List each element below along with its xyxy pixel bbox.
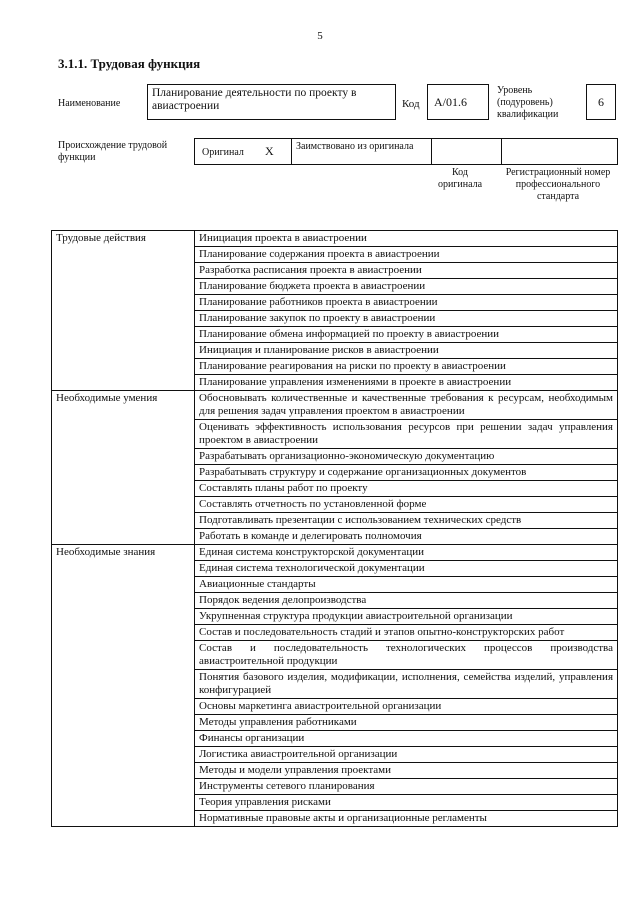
skills-item: Обосновывать количественные и качественные требования к ресурсам, необходимым для решения задач управления проектом в авиастроении [195, 391, 618, 420]
knowledge-row [52, 545, 618, 561]
actions-item: Инициация и планирование рисков в авиастроении [195, 343, 618, 359]
function-name-field: Планирование деятельности по проекту в авиастроении [147, 84, 396, 120]
original-cell [195, 139, 292, 164]
knowledge-item: Укрупненная структура продукции авиастроительной организации [195, 609, 618, 625]
origin-row [194, 138, 618, 165]
code-label: Код [402, 98, 420, 110]
knowledge-item: Понятия базового изделия, модификации, исполнения, семейства изделий, управления конфигурацией [195, 670, 618, 699]
code-original-cell [432, 139, 502, 164]
skills-item: Подготавливать презентации с использованием технических средств [195, 513, 618, 529]
knowledge-item: Финансы организации [195, 731, 618, 747]
skills-header: Необходимые умения [52, 391, 195, 545]
original-mark: X [265, 144, 274, 158]
knowledge-item: Единая система конструкторской документации [195, 545, 618, 561]
knowledge-item: Логистика авиастроительной организации [195, 747, 618, 763]
code-field: A/01.6 [427, 84, 489, 120]
skills-item: Составлять отчетность по установленной форме [195, 497, 618, 513]
borrowed-cell: Заимствовано из оригинала [292, 139, 432, 164]
knowledge-item: Методы управления работниками [195, 715, 618, 731]
knowledge-header: Необходимые знания [52, 545, 195, 827]
actions-item: Планирование реагирования на риски по проекту в авиастроении [195, 359, 618, 375]
actions-row [52, 231, 618, 247]
knowledge-item: Основы маркетинга авиастроительной организации [195, 699, 618, 715]
origin-label: Происхождение трудовой функции [58, 140, 168, 163]
actions-item: Планирование работников проекта в авиастроении [195, 295, 618, 311]
knowledge-item: Состав и последовательность стадий и этапов опытно-конструкторских работ [195, 625, 618, 641]
actions-item: Инициация проекта в авиастроении [195, 231, 618, 247]
knowledge-item: Нормативные правовые акты и организационные регламенты [195, 811, 618, 827]
reg-number-label: Регистрационный номер профессионального стандарта [505, 167, 611, 202]
knowledge-item: Состав и последовательность технологических процессов производства авиастроительной продукции [195, 641, 618, 670]
knowledge-item: Авиационные стандарты [195, 577, 618, 593]
skills-row [52, 391, 618, 420]
section-title: 3.1.1. Трудовая функция [58, 56, 201, 71]
qualification-level-field: 6 [586, 84, 616, 120]
knowledge-item: Единая система технологической документации [195, 561, 618, 577]
actions-item: Планирование бюджета проекта в авиастроении [195, 279, 618, 295]
skills-item: Оценивать эффективность использования ресурсов при решении задач управления проектом в авиастроении [195, 420, 618, 449]
skills-item: Разрабатывать организационно-экономическую документацию [195, 449, 618, 465]
skills-item: Разрабатывать структуру и содержание организационных документов [195, 465, 618, 481]
actions-item: Разработка расписания проекта в авиастроении [195, 263, 618, 279]
knowledge-item: Порядок ведения делопроизводства [195, 593, 618, 609]
page-number: 5 [317, 30, 323, 42]
knowledge-item: Инструменты сетевого планирования [195, 779, 618, 795]
qualification-level-label: Уровень (подуровень) квалификации [497, 85, 559, 120]
name-label: Наименование [58, 98, 121, 109]
reg-number-cell [502, 139, 619, 164]
actions-item: Планирование содержания проекта в авиастроении [195, 247, 618, 263]
skills-item: Работать в команде и делегировать полномочия [195, 529, 618, 545]
knowledge-item: Методы и модели управления проектами [195, 763, 618, 779]
skills-item: Составлять планы работ по проекту [195, 481, 618, 497]
original-label: Оригинал [202, 147, 244, 158]
actions-item: Планирование управления изменениями в проекте в авиастроении [195, 375, 618, 391]
actions-header: Трудовые действия [52, 231, 195, 391]
knowledge-item: Теория управления рисками [195, 795, 618, 811]
actions-item: Планирование обмена информацией по проекту в авиастроении [195, 327, 618, 343]
function-table [51, 230, 618, 827]
code-original-label: Код оригинала [437, 167, 483, 190]
actions-item: Планирование закупок по проекту в авиастроении [195, 311, 618, 327]
